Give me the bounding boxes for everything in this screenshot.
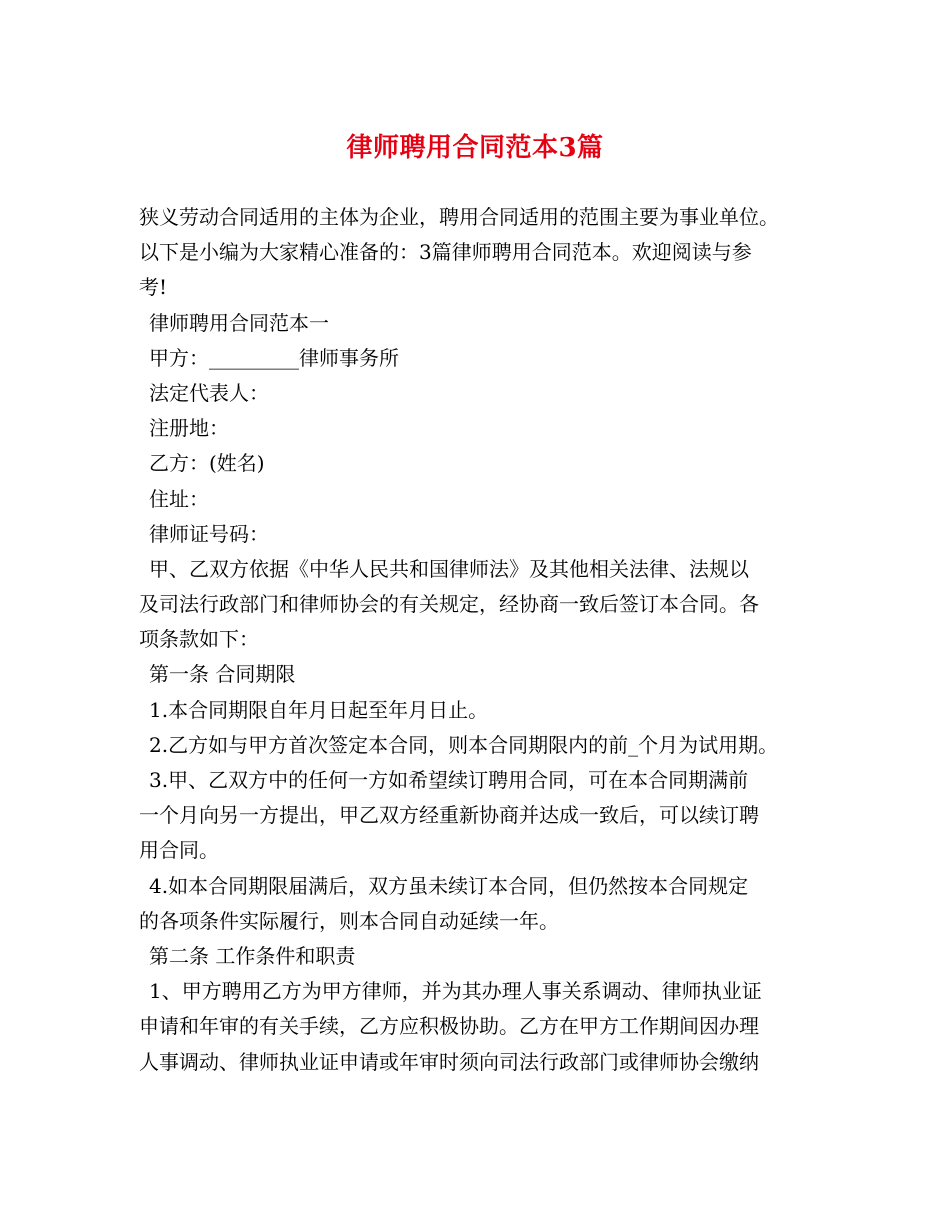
text-line: 乙方：(姓名)	[149, 451, 265, 476]
text-line: 甲、乙双方依据《中华人民共和国律师法》及其他相关法律、法规以	[149, 556, 749, 581]
text-line: 以下是小编为大家精心准备的：3篇律师聘用合同范本。欢迎阅读与参	[139, 240, 752, 265]
text-line: 律师聘用合同范本一	[149, 310, 329, 335]
text-line: 狭义劳动合同适用的主体为企业，聘用合同适用的范围主要为事业单位。	[139, 205, 779, 229]
text-line: 3.甲、乙双方中的任何一方如希望续订聘用合同，可在本合同期满前	[149, 768, 749, 792]
text-line: 4.如本合同期限届满后，双方虽未续订本合同，但仍然按本合同规定	[149, 873, 749, 898]
text-line: 第一条 合同期限	[149, 662, 296, 687]
text-line: 甲方：_________律师事务所	[149, 345, 399, 370]
text-line: 法定代表人：	[149, 380, 269, 405]
text-line: 及司法行政部门和律师协会的有关规定，经协商一致后签订本合同。各	[139, 592, 759, 617]
text-line: 律师证号码：	[149, 521, 269, 546]
text-line: 2.乙方如与甲方首次签定本合同，则本合同期限内的前_个月为试用期。	[149, 732, 779, 757]
text-line: 1、甲方聘用乙方为甲方律师，并为其办理人事关系调动、律师执业证	[149, 979, 762, 1004]
document-body	[139, 200, 829, 1080]
text-line: 项条款如下：	[139, 627, 259, 652]
text-line: 1.本合同期限自年月日起至年月日止。	[149, 697, 489, 722]
text-line: 人事调动、律师执业证申请或年审时须向司法行政部门或律师协会缴纳	[139, 1049, 759, 1074]
text-line: 一个月向另一方提出，甲乙双方经重新协商并达成一致后，可以续订聘	[139, 803, 759, 828]
text-line: 用合同。	[139, 838, 219, 863]
text-line: 注册地：	[149, 416, 229, 441]
document-title: 律师聘用合同范本3篇	[346, 133, 604, 163]
text-line: 考!	[139, 275, 168, 300]
text-line: 的各项条件实际履行，则本合同自动延续一年。	[139, 908, 559, 933]
text-line: 申请和年审的有关手续，乙方应积极协助。乙方在甲方工作期间因办理	[139, 1014, 759, 1039]
text-line: 第二条 工作条件和职责	[149, 943, 356, 968]
text-line: 住址：	[149, 486, 209, 511]
